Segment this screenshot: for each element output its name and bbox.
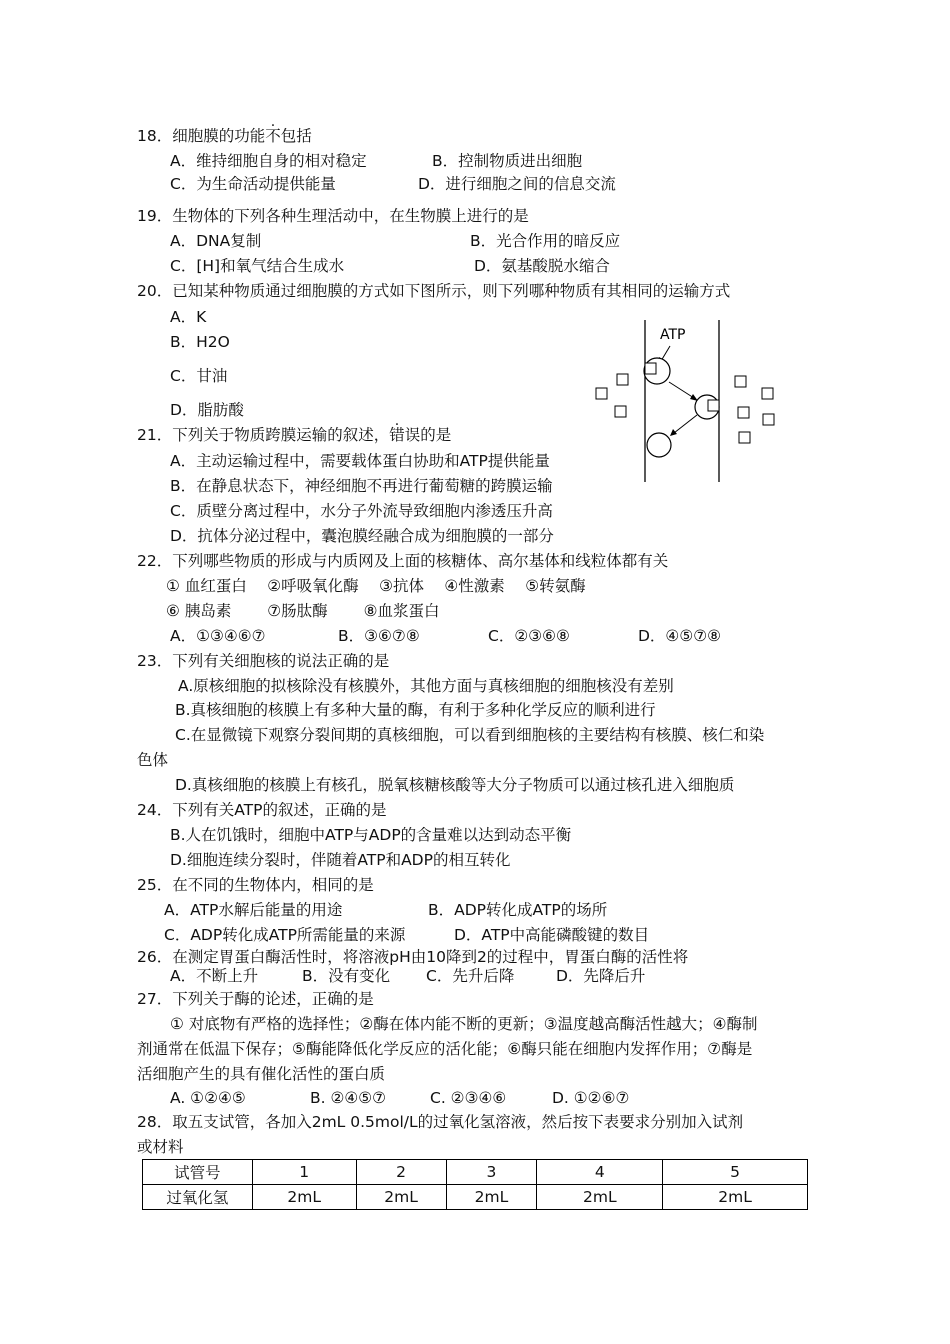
q18-option-d: D．进行细胞之间的信息交流: [418, 175, 616, 193]
q25-option-c: C．ADP转化成ATP所需能量的来源: [164, 926, 406, 944]
q22-items-line-1: ① 血红蛋白 ②呼吸氧化酶 ③抗体 ④性激素 ⑤转氨酶: [166, 577, 586, 595]
molecule-inside-4: [763, 414, 774, 425]
q27-body-line-3: 活细胞产生的具有催化活性的蛋白质: [137, 1065, 386, 1083]
q24-option-d: D.细胞连续分裂时，伴随着ATP和ADP的相互转化: [170, 851, 511, 869]
q19-option-b: B．光合作用的暗反应: [470, 232, 621, 250]
molecule-inside-5: [739, 432, 750, 443]
table-cell: 过氧化氢: [143, 1185, 253, 1210]
arrow-to-bottom: [674, 415, 697, 433]
q23-option-b: B.真核细胞的核膜上有多种大量的酶，有利于多种化学反应的顺利进行: [175, 701, 656, 719]
q23-option-d: D.真核细胞的核膜上有核孔，脱氧核糖核酸等大分子物质可以通过核孔进入细胞质: [175, 776, 735, 794]
question-28-stem-line-1: 28．取五支试管，各加入2mL 0.5mol/L的过氧化氢溶液，然后按下表要求分别加入试剂: [137, 1113, 744, 1131]
question-20-stem: 20．已知某种物质通过细胞膜的方式如下图所示，则下列哪种物质有其相同的运输方式: [137, 282, 731, 300]
q23-option-c-line-1: C.在显微镜下观察分裂间期的真核细胞，可以看到细胞核的主要结构有核膜、核仁和染: [175, 726, 765, 744]
q18-option-b: B．控制物质进出细胞: [432, 152, 583, 170]
table-cell: 2mL: [663, 1185, 808, 1210]
atp-label: ATP: [660, 327, 686, 343]
q26-option-d: D．先降后升: [556, 967, 646, 985]
q27-option-b: B. ②④⑤⑦: [310, 1089, 387, 1107]
molecule-inside-2: [762, 388, 773, 399]
q25-option-d: D．ATP中高能磷酸键的数目: [454, 926, 650, 944]
q22-items-line-2: ⑥ 胰岛素 ⑦肠肽酶 ⑧血浆蛋白: [166, 602, 440, 620]
q27-body-line-1: ① 对底物有严格的选择性；②酶在体内能不断的更新；③温度越高酶活性越大；④酶制: [170, 1015, 758, 1033]
molecule-outside-2: [596, 388, 607, 399]
question-28-stem-line-2: 或材料: [137, 1138, 184, 1156]
q26-option-a: A．不断上升: [170, 967, 259, 985]
table-header-cell: 3: [446, 1160, 537, 1185]
q21-option-a: A．主动运输过程中，需要载体蛋白协助和ATP提供能量: [170, 452, 550, 470]
q22-option-c: C．②③⑥⑧: [488, 627, 570, 645]
question-19-stem: 19．生物体的下列各种生理活动中，在生物膜上进行的是: [137, 207, 529, 225]
q24-option-b: B.人在饥饿时，细胞中ATP与ADP的含量难以达到动态平衡: [170, 826, 572, 844]
molecule-inside-1: [735, 376, 746, 387]
question-18-stem: 18．细胞膜的功能不包括: [137, 127, 312, 145]
reagent-table: [142, 1159, 808, 1210]
q27-body-line-2: 剂通常在低温下保存；⑤酶能降低化学反应的活化能；⑥酶只能在细胞内发挥作用；⑦酶是: [137, 1040, 753, 1058]
q20-option-b: B．H2O: [170, 333, 230, 351]
table-cell: 2mL: [252, 1185, 356, 1210]
carrier-protein-bottom: [647, 433, 671, 457]
table-header-cell: 2: [356, 1160, 446, 1185]
question-23-stem: 23．下列有关细胞核的说法正确的是: [137, 652, 390, 670]
q25-option-a: A．ATP水解后能量的用途: [164, 901, 343, 919]
q20-option-c: C．甘油: [170, 367, 228, 385]
q21-option-d: D．抗体分泌过程中，囊泡膜经融合成为细胞膜的一部分: [170, 527, 554, 545]
membrane-transport-diagram: [590, 318, 790, 488]
q23-option-a: A.原核细胞的拟核除没有核膜外，其他方面与真核细胞的细胞核没有差别: [178, 677, 674, 695]
table-cell: 2mL: [356, 1185, 446, 1210]
question-24-stem: 24．下列有关ATP的叙述，正确的是: [137, 801, 387, 819]
question-22-stem: 22．下列哪些物质的形成与内质网及上面的核糖体、高尔基体和线粒体都有关: [137, 552, 669, 570]
q26-option-c: C．先升后降: [426, 967, 515, 985]
question-21-stem: 21．下列关于物质跨膜运输的叙述，错误的是: [137, 426, 452, 444]
q27-option-a: A. ①②④⑤: [170, 1089, 246, 1107]
table-header-cell: 1: [252, 1160, 356, 1185]
q21-option-b: B．在静息状态下，神经细胞不再进行葡萄糖的跨膜运输: [170, 477, 553, 495]
q25-option-b: B．ADP转化成ATP的场所: [428, 901, 608, 919]
q19-option-d: D．氨基酸脱水缩合: [474, 257, 610, 275]
q22-option-b: B．③⑥⑦⑧: [338, 627, 420, 645]
q20-option-d: D．脂肪酸: [170, 401, 244, 419]
table-header-cell: 试管号: [143, 1160, 253, 1185]
table-row: [143, 1185, 808, 1210]
q27-option-d: D. ①②⑥⑦: [552, 1089, 630, 1107]
molecule-on-carrier-middle: [708, 400, 719, 411]
arrowhead-bottom: [670, 429, 677, 436]
q19-option-a: A．DNA复制: [170, 232, 262, 250]
molecule-outside-1: [617, 374, 628, 385]
molecule-on-carrier-top: [645, 363, 656, 374]
q23-option-c-line-2: 色体: [137, 751, 169, 769]
molecule-outside-3: [615, 406, 626, 417]
q27-option-c: C. ②③④⑥: [430, 1089, 507, 1107]
table-cell: 2mL: [446, 1185, 537, 1210]
q22-option-a: A．①③④⑥⑦: [170, 627, 266, 645]
q21-option-c: C．质壁分离过程中，水分子外流导致细胞内渗透压升高: [170, 502, 553, 520]
q22-option-d: D．④⑤⑦⑧: [638, 627, 722, 645]
arrow-to-middle: [669, 382, 694, 398]
question-26-stem: 26．在测定胃蛋白酶活性时，将溶液pH由10降到2的过程中，胃蛋白酶的活性将: [137, 948, 689, 966]
q18-option-c: C．为生命活动提供能量: [170, 175, 336, 193]
table-header-cell: 4: [537, 1160, 663, 1185]
q26-option-b: B．没有变化: [302, 967, 391, 985]
question-27-stem: 27．下列关于酶的论述，正确的是: [137, 990, 374, 1008]
q18-option-a: A．维持细胞自身的相对稳定: [170, 152, 367, 170]
question-25-stem: 25．在不同的生物体内，相同的是: [137, 876, 374, 894]
table-header-cell: 5: [663, 1160, 808, 1185]
molecule-inside-3: [738, 407, 749, 418]
q20-option-a: A．K: [170, 308, 207, 326]
q19-option-c: C．[H]和氧气结合生成水: [170, 257, 345, 275]
table-cell: 2mL: [537, 1185, 663, 1210]
table-header-row: [143, 1160, 808, 1185]
